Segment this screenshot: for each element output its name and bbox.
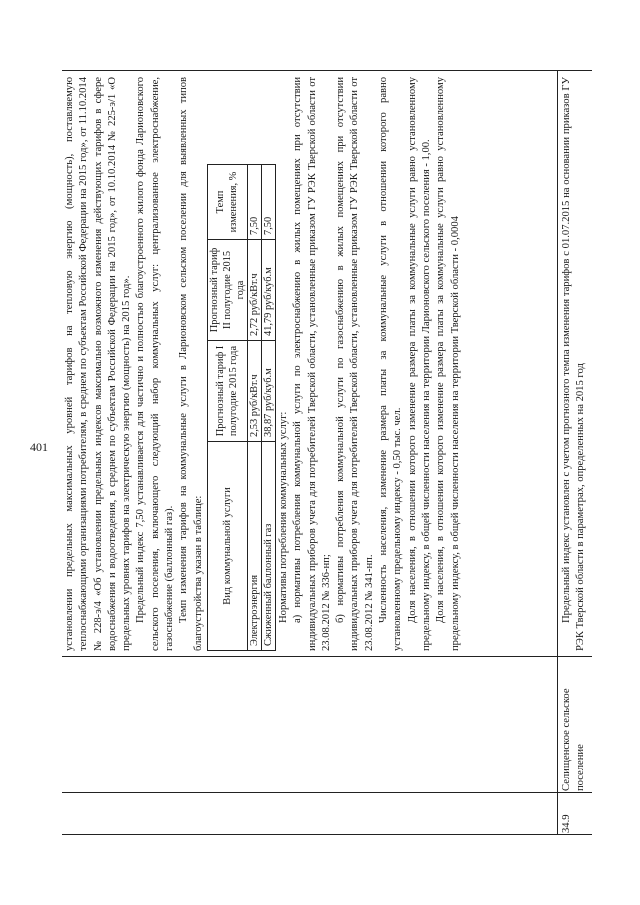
table-header: Прогнозный тариф II полугодие 2015 года <box>207 240 247 341</box>
paragraph: Доля населения, в отношении которого изменение размера платы за коммунальные услуги равно установленному предельному индексу, в общей численности населения на территории Ларионовского сельского поселения - 1,00. <box>406 77 432 651</box>
paragraph: Предельный индекс 7,50 устанавливается для частично и полностью благоустроенного жилого фонда Ларионовского сельского поселения, включающего следующий набор коммунальных услуг: централизованное электроснабжение, газоснабжение (баллонный газ). <box>135 77 176 651</box>
table-cell: 7,50 <box>247 165 261 240</box>
table-border-num <box>62 792 592 793</box>
paragraph: установлении предельных максимальных уровней тарифов на тепловую энергию (мощность), поставляемую теплоснабжающими организациями потребителям, в среднем по субъектам Российской Федерации на 2015 год», от 11.10.2014 № 228-э/4 «Об установлении предельных индексов максимально возможного изменения действующих тарифов в сфере водоснабжения и водоотведения, в среднем по субъектам Российской Федерации на 2015 год», от 10.10.2014 № 225-э/1 «О предельных уровнях тарифов на электрическую энергию (мощность) на 2015 год». <box>64 77 133 651</box>
table-cell: 2,72 руб/кВт.ч <box>247 240 261 341</box>
table-border-name <box>62 656 592 657</box>
page-number: 401 <box>30 440 48 454</box>
row-separator <box>557 70 558 835</box>
row-description: Предельный индекс установлен с учетом прогнозного темпа изменения тарифов с 01.07.2015 на основании приказов ГУ РЭК Тверской области в параметрах, определенных на 2015 год <box>561 77 587 651</box>
table-header-row <box>207 165 247 651</box>
paragraph: б) нормативы потребления коммунальной услуги по газоснабжению в жилых помещениях при отсутствии индивидуальных приборов учета для потребителей Тверской области, установленные приказом ГУ РЭК Тверской области от 23.08.2012 № 341-нп. <box>335 77 375 651</box>
table-cell: 2,53 руб/кВт.ч <box>247 341 261 442</box>
tariff-table <box>207 164 276 651</box>
table-cell: 7,50 <box>261 165 275 240</box>
municipality-name: Селищенское сельское поселение <box>561 688 587 791</box>
table-border-left <box>62 834 592 835</box>
paragraph: Доля населения, в отношении которого изменение размера платы за коммунальные услуги равно установленному предельному индексу, в общей численности населения на территории Тверской области - 0,0004 <box>435 77 461 651</box>
paragraph: Нормативы потребления коммунальных услуг: <box>277 411 289 623</box>
table-cell: Электроэнергия <box>247 442 261 651</box>
row-number: 34.9 <box>561 814 572 833</box>
table-row <box>261 165 275 651</box>
table-header: Прогнозный тариф I полугодие 2015 года <box>207 341 247 442</box>
table-cell: Сжиженный баллонный газ <box>261 442 275 651</box>
table-cell: 38,87 руб/куб.м <box>261 341 275 442</box>
table-row <box>247 165 261 651</box>
table-cell: 41,79 руб/куб.м <box>261 240 275 341</box>
paragraph: Темп изменения тарифов на коммунальные услуги в Ларионовском сельском поселении для выявленных типов благоустройства указан в таблице: <box>178 77 204 651</box>
table-border-right <box>62 70 592 71</box>
prev-row-text <box>63 77 463 651</box>
rotated-document-sheet <box>62 70 592 835</box>
paragraph: а) нормативы потребления коммунальной услуги по электроснабжению в жилых помещениях при отсутствии индивидуальных приборов учета для потребителей Тверской области, установленные приказом ГУ РЭК Тверской области от 23.08.2012 № 336-нп; <box>292 77 332 651</box>
table-header: Темп изменения, % <box>207 165 247 240</box>
paragraph: Численность населения, изменение размера платы за коммунальные услуги в отношении которого равно установленному предельному индексу - 0,50 тыс. чел. <box>378 77 404 651</box>
table-header: Вид коммунальной услуги <box>207 442 247 651</box>
